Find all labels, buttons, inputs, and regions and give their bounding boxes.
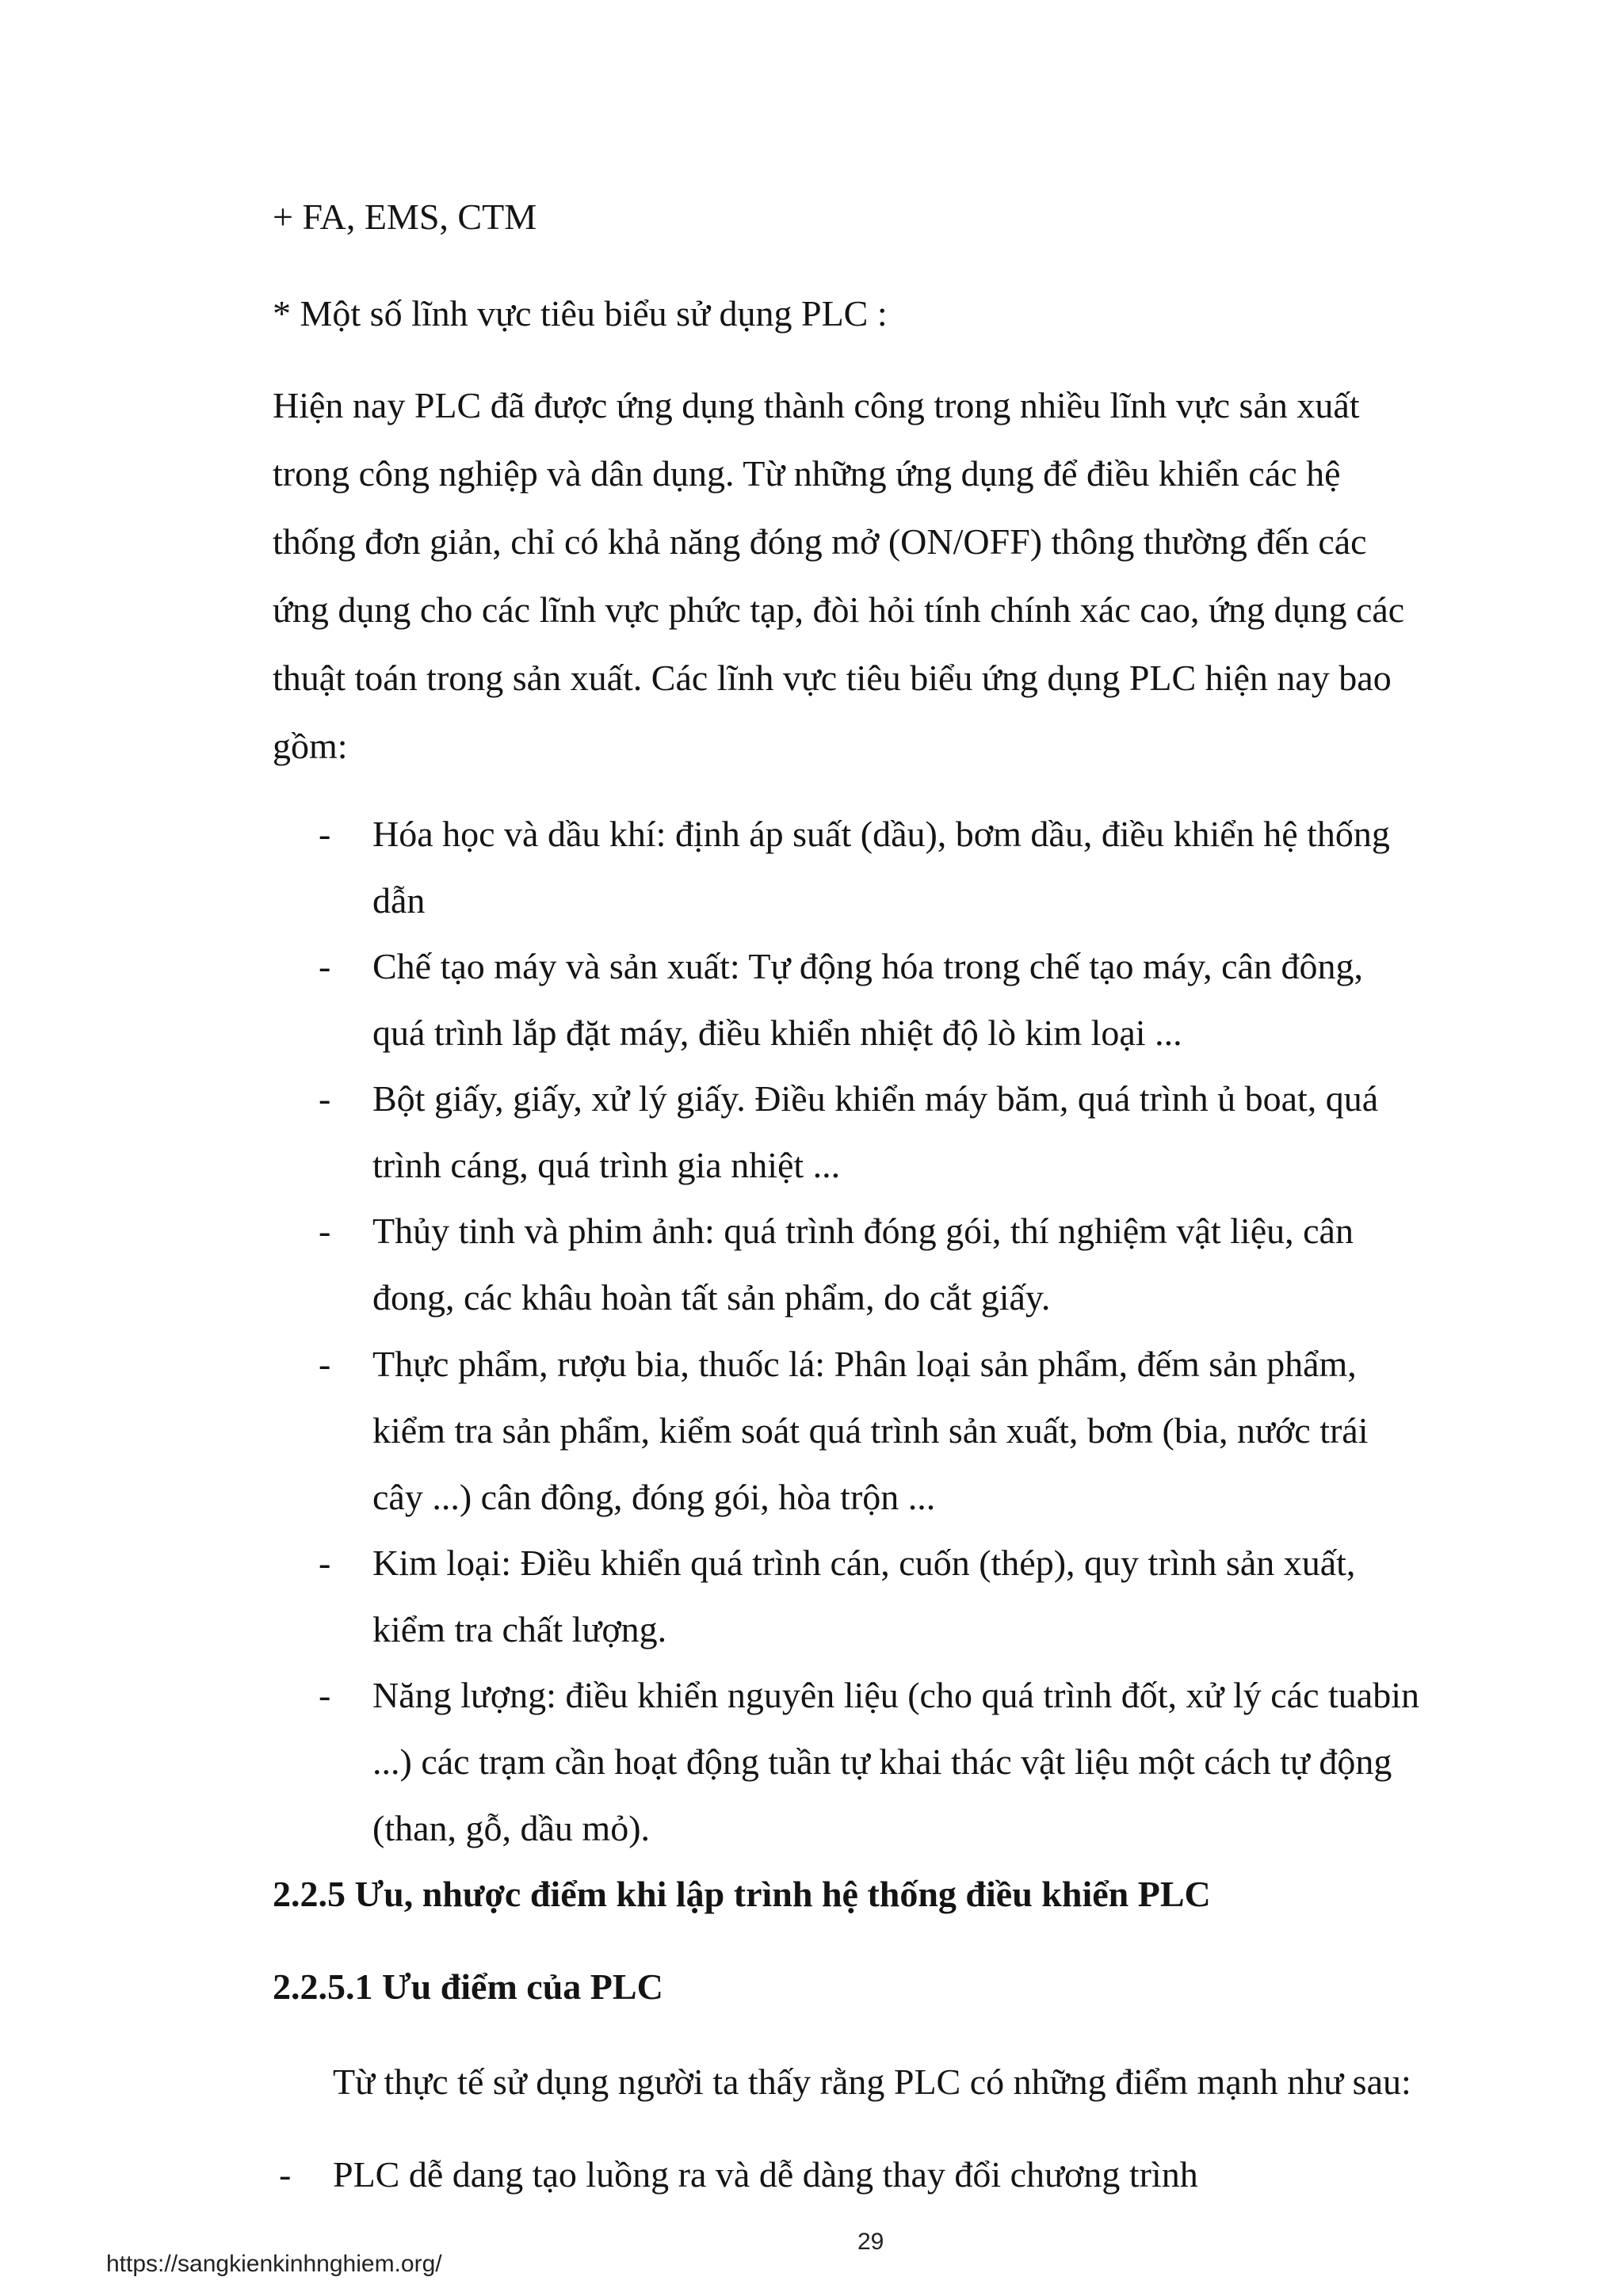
paragraph-line: thống đơn giản, chỉ có khả năng đóng mở (ON/OFF) thông thường đến các [273, 521, 1367, 562]
list-item-line: kiểm tra sản phẩm, kiểm soát quá trình sản xuất, bơm (bia, nước trái [372, 1410, 1369, 1451]
list-item-line: kiểm tra chất lượng. [372, 1609, 667, 1650]
list-item-line: trình cáng, quá trình gia nhiệt ... [372, 1145, 841, 1185]
bullet-dash: - [319, 1344, 331, 1384]
bullet-dash: - [279, 2154, 292, 2195]
paragraph-uu-diem: Từ thực tế sử dụng người ta thấy rằng PLC có những điểm mạnh như sau: [333, 2061, 1411, 2102]
list-item-line: quá trình lắp đặt máy, điều khiển nhiệt độ lò kim loại ... [372, 1013, 1182, 1053]
paragraph-fa-ems-ctm: + FA, EMS, CTM [273, 196, 537, 237]
bullet-dash: - [319, 814, 331, 854]
paragraph-line: thuật toán trong sản xuất. Các lĩnh vực tiêu biểu ứng dụng PLC hiện nay bao [273, 658, 1392, 698]
paragraph-linh-vuc-intro: * Một số lĩnh vực tiêu biểu sử dụng PLC : [273, 293, 888, 334]
footer-url[interactable]: https://sangkienkinhnghiem.org/ [106, 2251, 442, 2277]
bullet-dash: - [319, 1675, 331, 1715]
subsection-heading: 2.2.5.1 Ưu điểm của PLC [273, 1966, 663, 2007]
paragraph-line: Hiện nay PLC đã được ứng dụng thành công trong nhiều lĩnh vực sản xuất [273, 385, 1360, 425]
list-item-line: ...) các trạm cần hoạt động tuần tự khai thác vật liệu một cách tự động [372, 1741, 1392, 1782]
section-heading: 2.2.5 Ưu, nhược điểm khi lập trình hệ thống điều khiển PLC [273, 1874, 1211, 1914]
list-item-line: Bột giấy, giấy, xử lý giấy. Điều khiển máy băm, quá trình ủ boat, quá [372, 1078, 1379, 1119]
list-item-line: PLC dễ dang tạo luồng ra và dễ dàng thay đổi chương trình [333, 2154, 1198, 2195]
paragraph-line: gồm: [273, 726, 348, 766]
bullet-dash: - [319, 1078, 331, 1119]
list-item-line: (than, gỗ, dầu mỏ). [372, 1808, 651, 1848]
list-item-line: Thực phẩm, rượu bia, thuốc lá: Phân loại sản phẩm, đếm sản phẩm, [372, 1344, 1357, 1384]
bullet-dash: - [319, 1543, 331, 1583]
list-item-line: Chế tạo máy và sản xuất: Tự động hóa trong chế tạo máy, cân đông, [372, 946, 1363, 986]
list-item-line: dẫn [372, 880, 426, 921]
page-number: 29 [857, 2229, 884, 2255]
bullet-dash: - [319, 946, 331, 986]
bullet-dash: - [319, 1211, 331, 1251]
paragraph-line: trong công nghiệp và dân dụng. Từ những ứng dụng để điều khiển các hệ [273, 453, 1341, 494]
list-item-line: cây ...) cân đông, đóng gói, hòa trộn ... [372, 1477, 936, 1517]
list-item-line: Hóa học và dầu khí: định áp suất (dầu), bơm dầu, điều khiển hệ thống [372, 814, 1390, 854]
list-item-line: đong, các khâu hoàn tất sản phẩm, do cắt giấy. [372, 1277, 1051, 1318]
list-item-line: Thủy tinh và phim ảnh: quá trình đóng gói, thí nghiệm vật liệu, cân [372, 1211, 1354, 1251]
paragraph-line: ứng dụng cho các lĩnh vực phức tạp, đòi hỏi tính chính xác cao, ứng dụng các [273, 589, 1405, 630]
list-item-line: Năng lượng: điều khiển nguyên liệu (cho quá trình đốt, xử lý các tuabin [372, 1675, 1419, 1715]
list-item-line: Kim loại: Điều khiển quá trình cán, cuốn (thép), quy trình sản xuất, [372, 1543, 1356, 1583]
